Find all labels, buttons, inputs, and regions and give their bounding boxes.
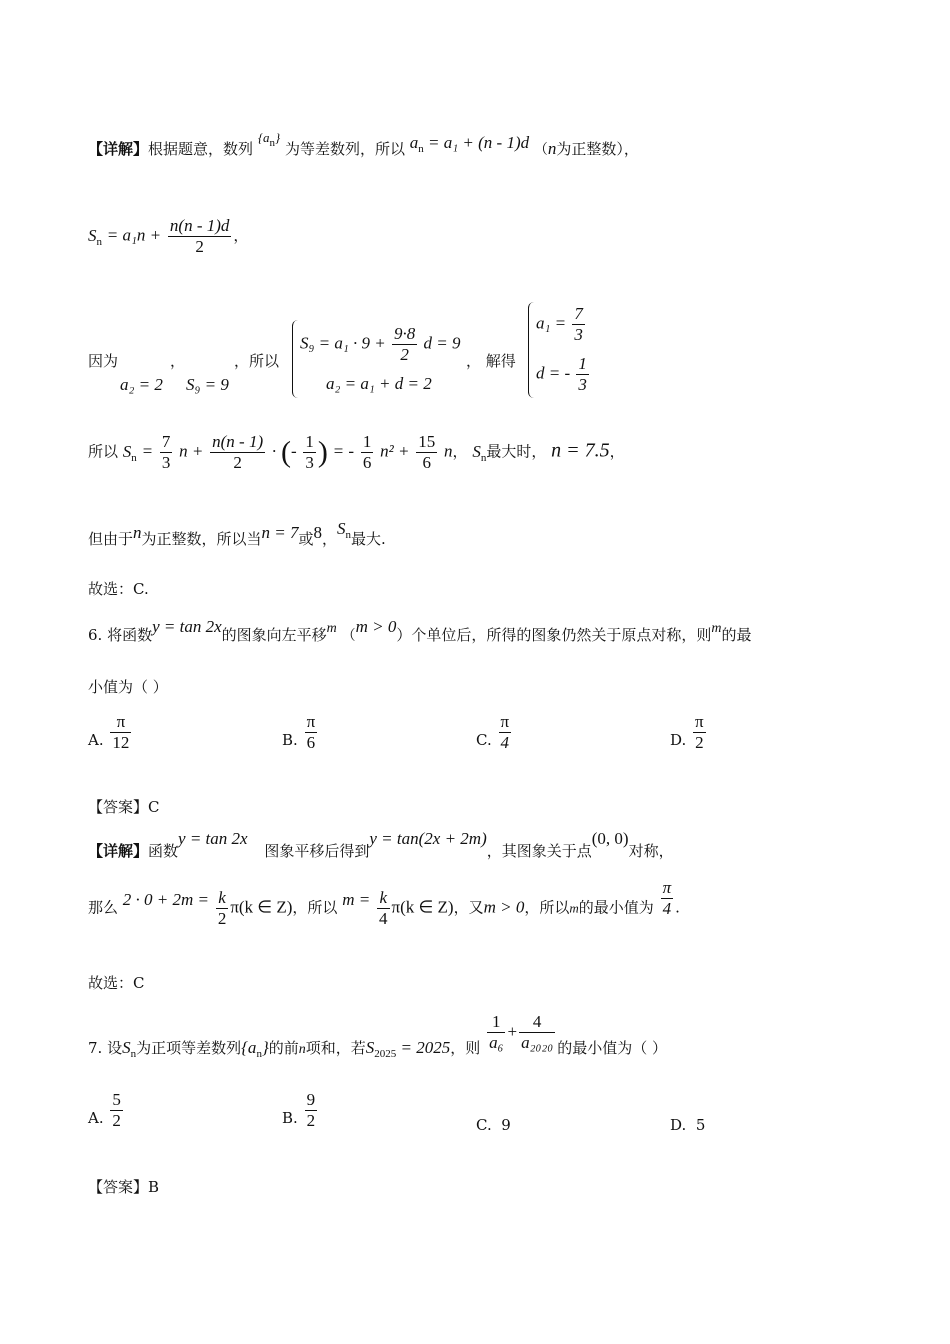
choose-1: 故选：C. xyxy=(88,580,149,598)
system-eq1: S₉ = a₁ · 9 + $\frac{9\cdot 8}{2}$ d = 9 xyxy=(300,324,461,364)
q6-option-a[interactable]: A. $\frac{\pi}{12}$ xyxy=(88,712,130,752)
q6-detail-line-2: 那么 2 · 0 + 2m = $\frac{k}{2}$ π(k ∈ Z)，所以 m = $\frac{k}{4}$ π(k ∈ Z)，又m > 0，所以m的最小值为 $\frac{\pi}{4}$ . xyxy=(88,878,680,928)
sn-formula: $S_n = a_1n$ + $\frac{n(n - 1)d}{2}$ ， xyxy=(88,216,249,256)
detail-line-1: 【详解】根据题意，数列 $\{a_n\}$ 为等差数列，所以 $a_n = a_1 + (n - 1)d$ （n为正整数）， xyxy=(88,130,639,158)
q7-answer: 【答案】B xyxy=(88,1178,160,1196)
s9-value: S₉ = 9 xyxy=(186,375,229,394)
solution-a1: a₁ = $\frac{7}{3}$ xyxy=(536,304,583,344)
detail-label: 【详解】 xyxy=(88,140,149,158)
sn-expression-line: 所以 $S_n$ = $\frac{7}{3}$ n + $\frac{n(n - 1)}{2}$ · (- $\frac{1}{3}$ ) = - $\frac{1}{6}$ n² + $\frac{15}{6}$ n， $S_n$最大时， n = 7.5， xyxy=(88,432,625,472)
q6-option-b[interactable]: B. $\frac{\pi}{6}$ xyxy=(282,712,316,752)
q7-option-c[interactable]: C. 9 xyxy=(476,1116,511,1134)
question-7: 7. 设$S_n$为正项等差数列$\{a_n\}$的前n项和，若$S_{2025} = 2025$，则 $\frac{1}{\text{a₆}}$ + $\frac{4}{\text{a₂₀₂₀}}$ 的最小值为（ ） xyxy=(88,1012,667,1060)
solution-d: d = - $\frac{1}{3}$ xyxy=(536,354,587,394)
sequence-symbol: $\{a_n\}$ xyxy=(257,130,281,149)
system-brace xyxy=(292,320,299,398)
choose-2: 故选：C xyxy=(88,974,145,992)
an-formula: $a_n = a_1 + (n - 1)d$ xyxy=(409,133,530,155)
q6-answer: 【答案】C xyxy=(88,798,160,816)
q6-detail-line-1: 【详解】函数y = tan 2x 图象平移后得到y = tan(2x + 2m)，其图象关于点(0, 0)对称， xyxy=(88,829,674,860)
system-eq2: a₂ = a₁ + d = 2 xyxy=(326,374,432,393)
solution-brace xyxy=(528,302,535,398)
integer-conclusion-line: 但由于n为正整数，所以当n = 7或8，$S_n$最大. xyxy=(88,519,386,548)
q7-option-a[interactable]: A. $\frac{5}{2}$ xyxy=(88,1090,121,1130)
question-6: 6. 将函数y = tan 2x的图象向左平移m （m > 0）个单位后，所得的图象仍然关于原点对称，则m的最 xyxy=(88,617,752,644)
q7-option-b[interactable]: B. $\frac{9}{2}$ xyxy=(282,1090,316,1130)
a2-value: a₂ = 2 xyxy=(120,375,163,394)
q6-option-d[interactable]: D. $\frac{\pi}{2}$ xyxy=(670,712,704,752)
q6-option-c[interactable]: C. $\frac{\pi}{4}$ xyxy=(476,712,510,752)
q7-option-d[interactable]: D. 5 xyxy=(670,1116,706,1134)
